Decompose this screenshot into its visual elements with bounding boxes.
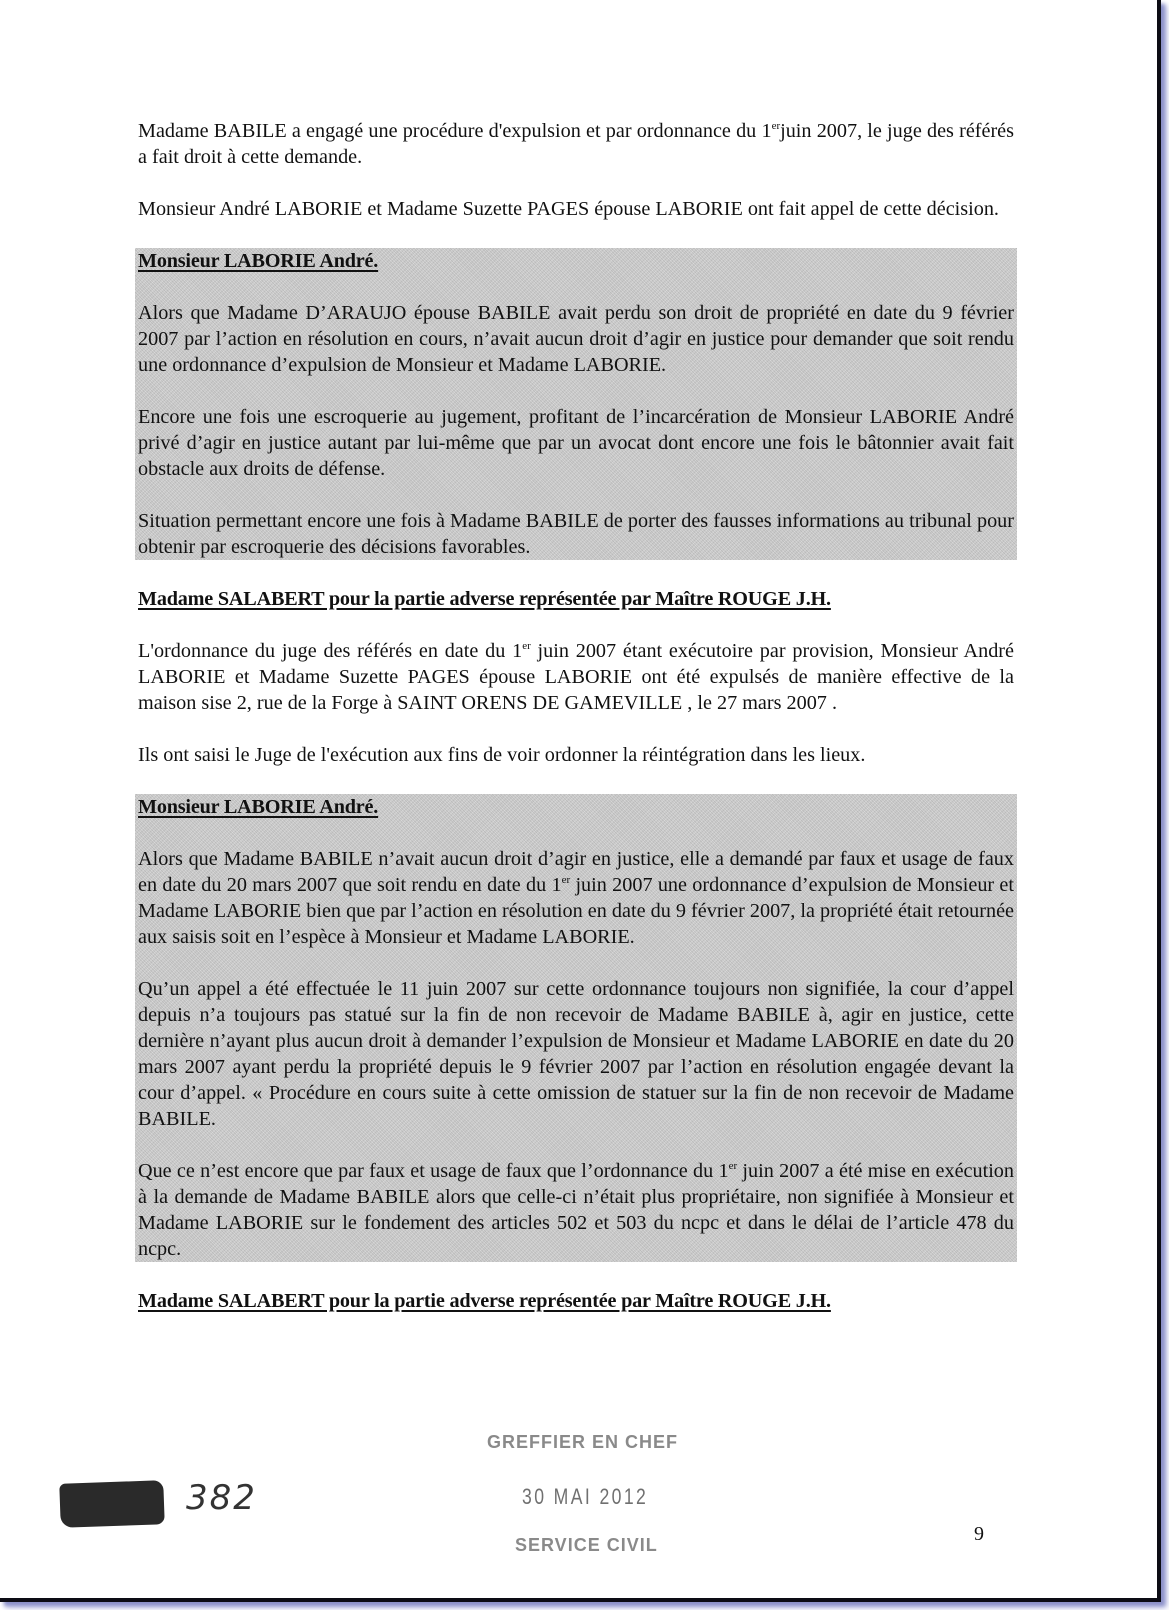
handwritten-number: 382 [186,1478,257,1518]
stamp-greffier: GREFFIER EN CHEF [487,1432,679,1452]
section1-paragraph-2: Encore une fois une escroquerie au jugement, profitant de l’incarcération de Monsieur LABORIE André privé d’agir en justice autant par lui-même que par un avocat dont encore une fois le bâtonnier avait fait obstacle aux droits de défense. [138,406,1014,480]
section3-paragraph-3: Que ce n’est encore que par faux et usage de faux que l’ordonnance du 1er juin 2007 a été mise en exécution à la demande de Madame BABILE alors que celle-ci n’était plus propriétaire, non signifiée à Monsieur et Madame LABORIE sur le fondement des articles 502 et 503 du ncpc et dans le délai de l’article 478 du ncpc. [138,1160,1014,1260]
stamp-service: SERVICE CIVIL [515,1535,658,1555]
section-heading-salabert-1: Madame SALABERT pour la partie adverse représentée par Maître ROUGE J.H. [138,588,831,610]
section3-paragraph-1: Alors que Madame BABILE n’avait aucun droit d’agir en justice, elle a demandé par faux et usage de faux en date du 20 mars 2007 que soit rendu en date du 1er juin 2007 une ordonnance d’expulsion de Monsieur et Madame LABORIE bien que par l’action en résolution en date du 9 février 2007, la propriété était retournée aux saisis soit en l’espèce à Monsieur et Madame LABORIE. [138,848,1015,948]
intro-paragraph-1: Madame BABILE a engagé une procédure d'expulsion et par ordonnance du 1erjuin 2007, le juge des référés a fait droit à cette demande. [138,120,1014,168]
redaction-mark [59,1480,164,1528]
section1-paragraph-1: Alors que Madame D’ARAUJO épouse BABILE avait perdu son droit de propriété en date du 9 février 2007 par l’action en résolution en cours, n’avait aucun droit d’agir en justice pour demander que soit rendu une ordonnance d’expulsion de Monsieur et Madame LABORIE. [138,302,1014,376]
stamp-date: 30 MAI 2012 [522,1484,649,1509]
document-body [138,118,1014,1340]
shaded-block-laborie-1 [135,248,1017,560]
section-heading-salabert-2: Madame SALABERT pour la partie adverse représentée par Maître ROUGE J.H. [138,1290,831,1312]
shaded-block-laborie-2 [135,794,1017,1262]
section-heading-laborie-1: Monsieur LABORIE André. [138,250,379,272]
section3-paragraph-2: Qu’un appel a été effectuée le 11 juin 2007 sur cette ordonnance toujours non signifiée, la cour d’appel depuis n’a toujours pas statué sur la fin de non recevoir de Madame BABILE à, agir en justice, cette dernière n’ayant plus aucun droit à demander l’expulsion de Monsieur et Madame LABORIE en date du 20 mars 2007 ayant perdu la propriété depuis le 9 février 2007 par l’action en résolution engagée devant la cour d’appel. « Procédure en cours suite à cette omission de statuer sur la fin de non recevoir de Madame BABILE. [138,978,1014,1130]
section2-paragraph-2: Ils ont saisi le Juge de l'exécution aux fins de voir ordonner la réintégration dans les lieux. [138,744,866,766]
section-heading-laborie-2: Monsieur LABORIE André. [138,796,379,818]
page-number: 9 [974,1523,984,1545]
section2-paragraph-1: L'ordonnance du juge des référés en date du 1er juin 2007 étant exécutoire par provision, Monsieur André LABORIE et Madame Suzette PAGES épouse LABORIE ont été expulsés de manière effective de la maison sise 2, rue de la Forge à SAINT ORENS DE GAMEVILLE , le 27 mars 2007 . [138,640,1014,714]
section1-paragraph-3: Situation permettant encore une fois à Madame BABILE de porter des fausses informations au tribunal pour obtenir par escroquerie des décisions favorables. [138,510,1014,558]
intro-paragraph-2: Monsieur André LABORIE et Madame Suzette PAGES épouse LABORIE ont fait appel de cette décision. [138,198,999,220]
